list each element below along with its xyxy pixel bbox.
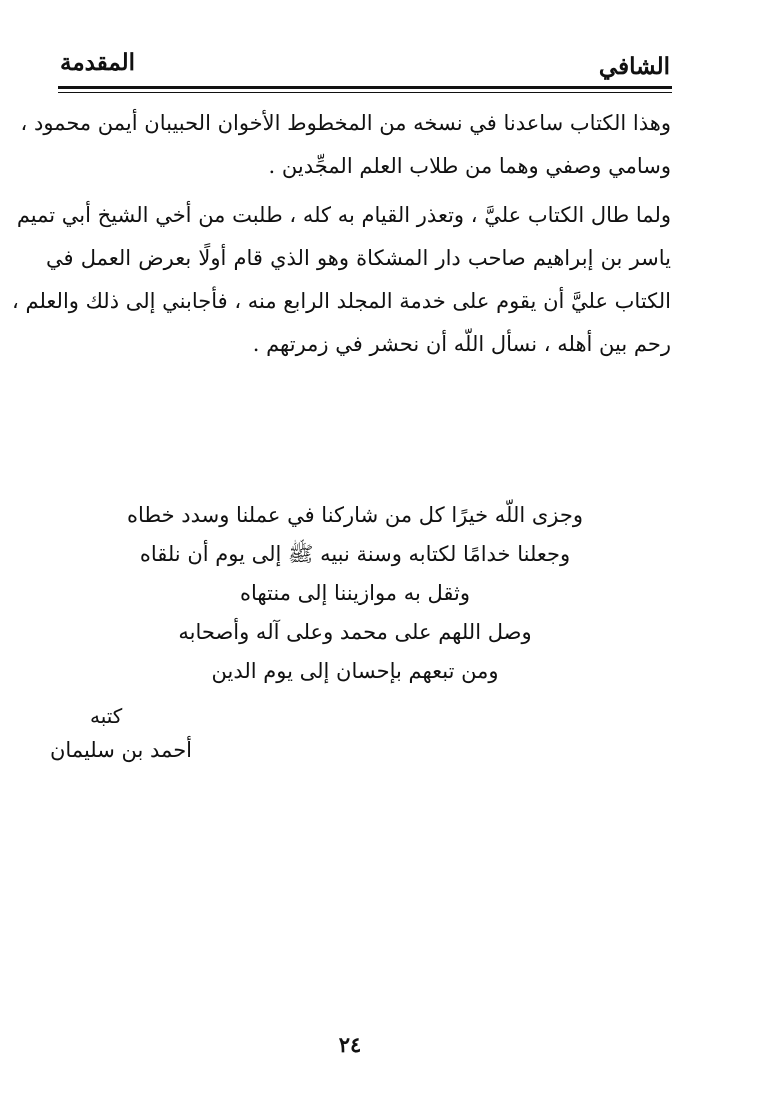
paragraph-line: وهذا الكتاب ساعدنا في نسخه من المخطوط الأخوان الحبيبان أيمن محمود ، [20,111,671,135]
page-number: ٢٤ [338,1032,362,1057]
paragraph-1 [20,102,671,188]
book-title: الشافي [598,53,670,80]
paragraph-line: الكتاب عليَّ أن يقوم على خدمة المجلد الرابع منه ، فأجابني إلى ذلك والعلم ، [12,289,671,313]
section-title: المقدمة [60,49,136,76]
header-rule-thick [58,86,672,89]
closing-line: وثقل به موازيننا إلى منتهاه [239,581,471,605]
paragraph-line: ولما طال الكتاب عليَّ ، وتعذر القيام به كله ، طلبت من أخي الشيخ أبي تميم [16,203,671,227]
closing-line: ومن تبعهم بإحسان إلى يوم الدين [211,659,499,683]
signature-author: أحمد بن سليمان [50,738,193,762]
closing-line: وجعلنا خدامًا لكتابه وسنة نبيه ﷺ إلى يوم أن نلقاه [139,542,571,566]
body-text [12,102,671,372]
paragraph-2 [12,194,671,366]
paragraph-line: ياسر بن إبراهيم صاحب دار المشكاة وهو الذي قام أولًا بعرض العمل في [46,246,671,270]
paragraph-line: وسامي وصفي وهما من طلاب العلم المجِّدين . [268,154,671,178]
closing-line: وصل اللهم على محمد وعلى آله وأصحابه [178,620,532,644]
paragraph-line: رحم بين أهله ، نسأل اللّه أن نحشر في زمرتهم . [252,332,671,356]
closing-prayer [110,496,600,691]
page-header [58,44,672,84]
closing-line: وجزى اللّه خيرًا كل من شاركنا في عملنا وسدد خطاه [126,503,584,527]
header-rule-thin [58,92,672,93]
signature-label: كتبه [90,704,123,728]
